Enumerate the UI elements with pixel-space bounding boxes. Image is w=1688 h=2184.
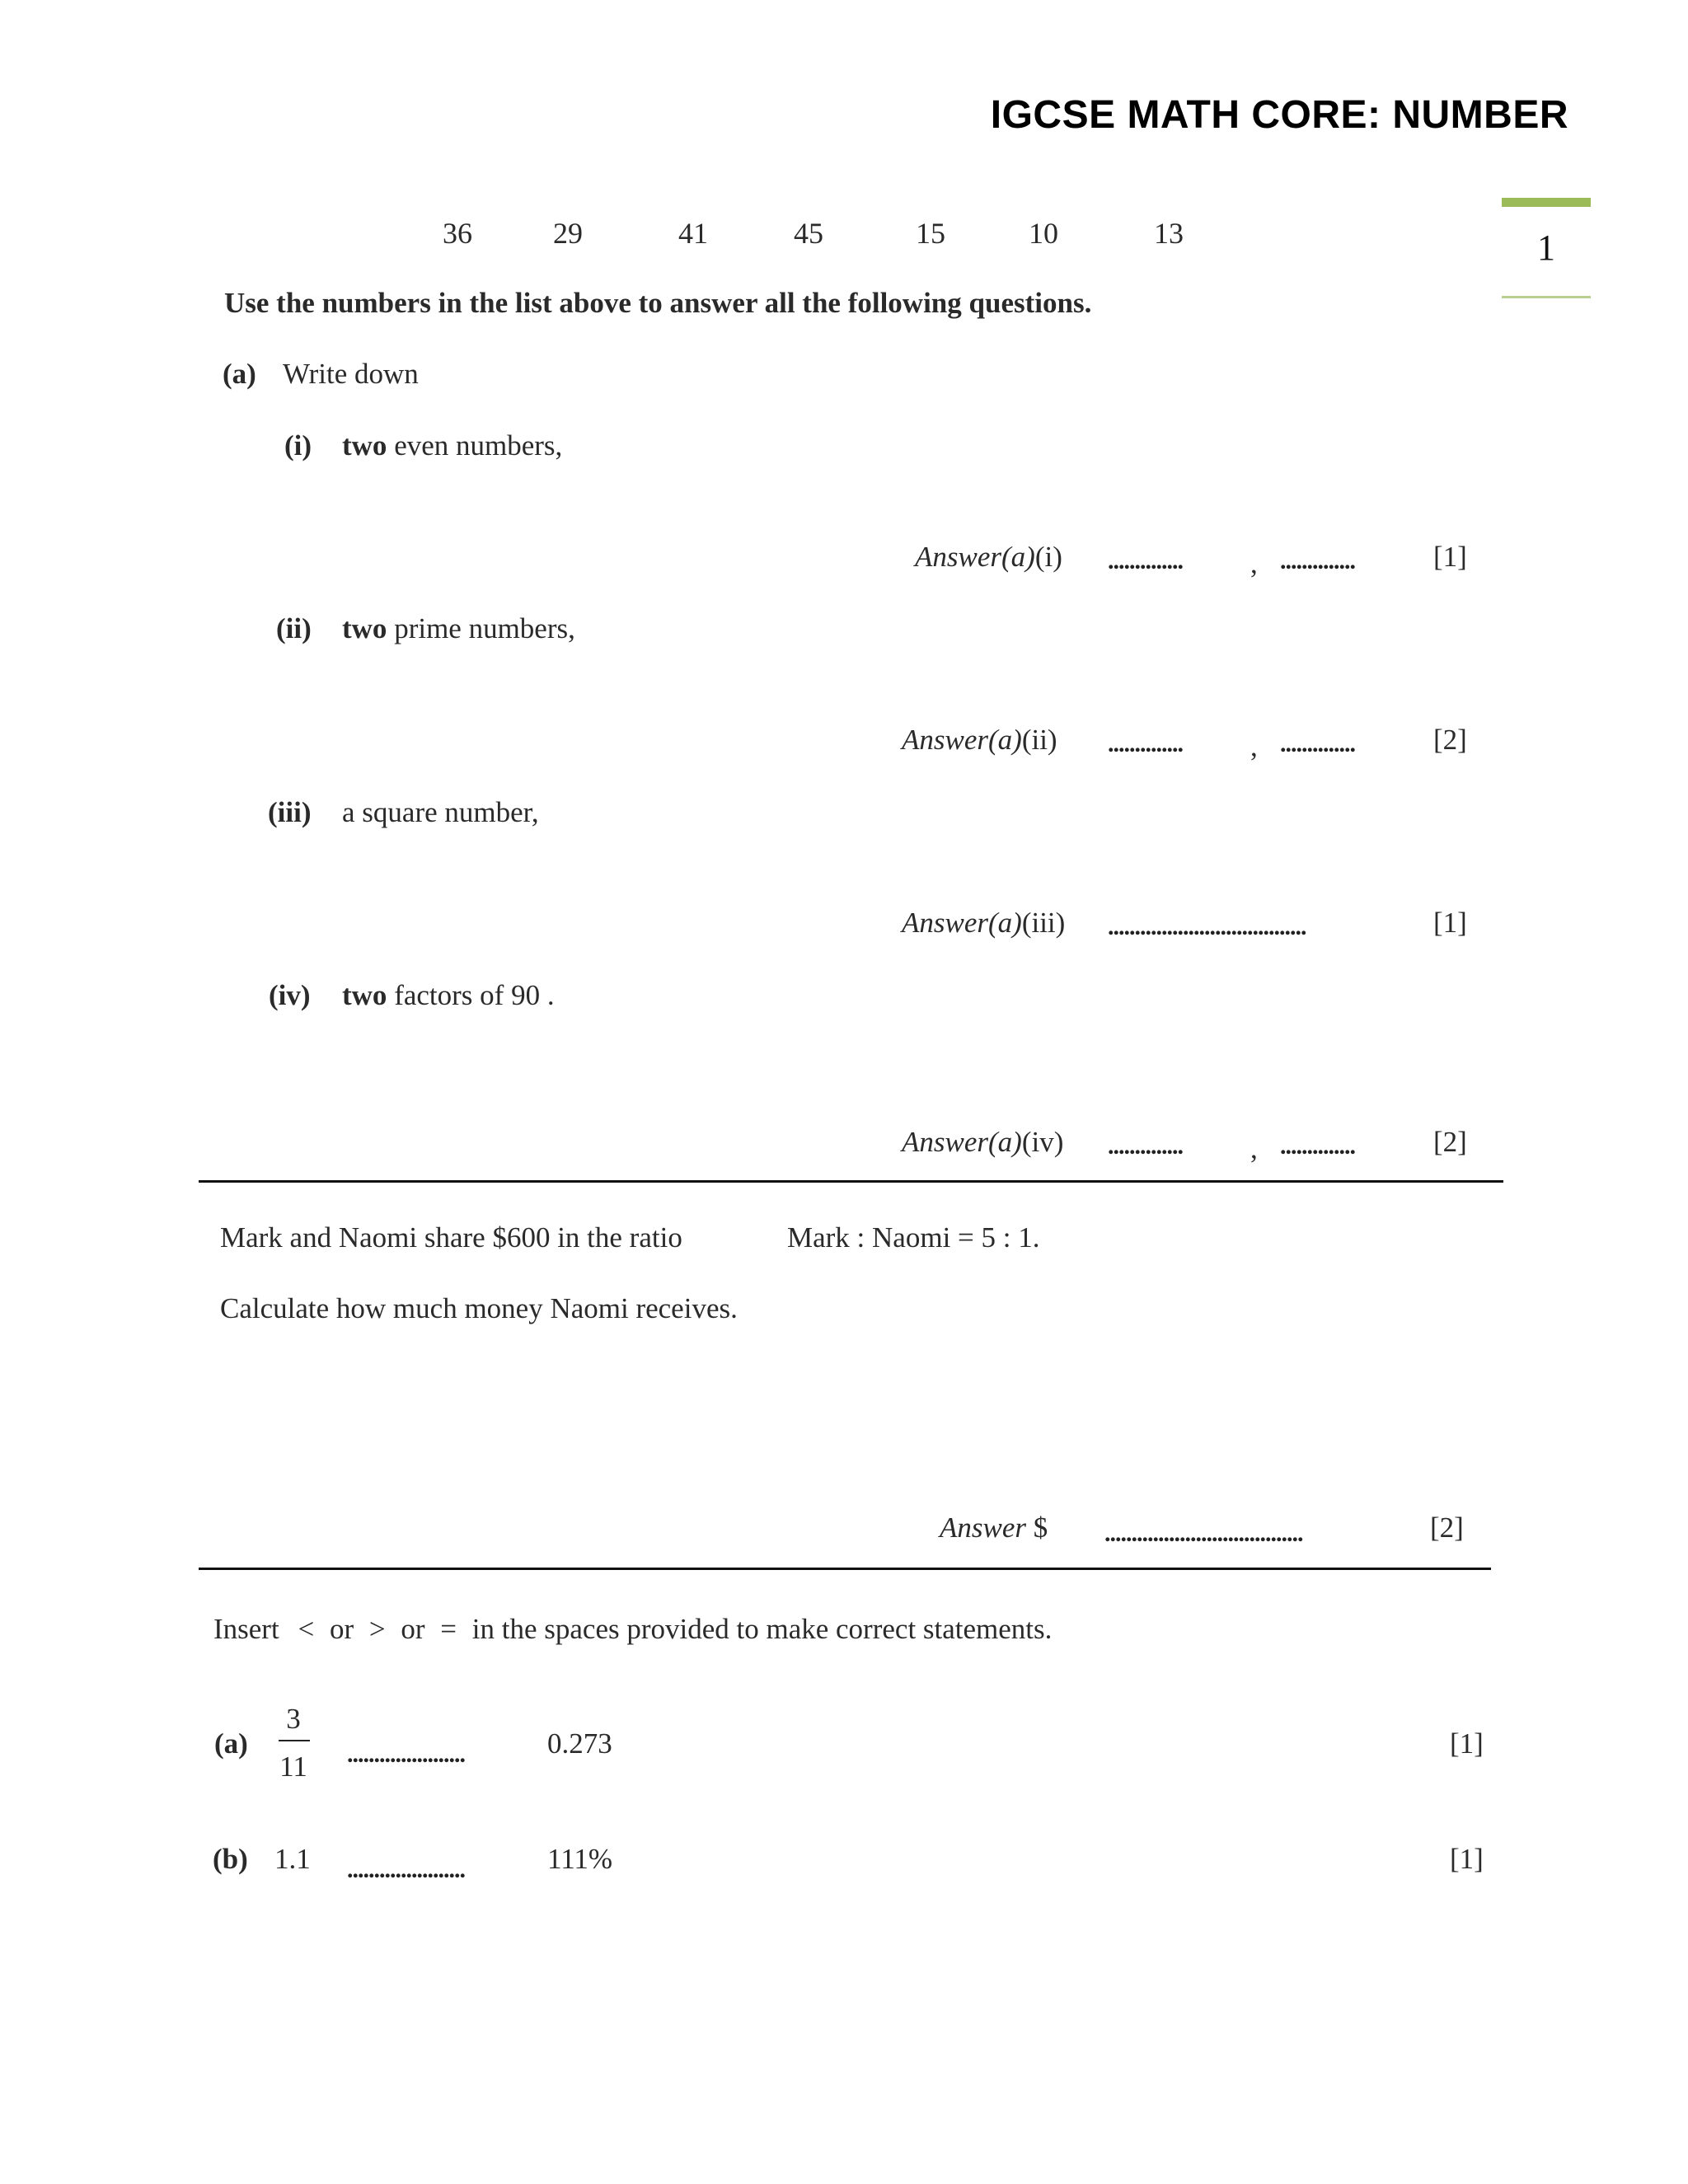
list-number: 41 bbox=[678, 217, 708, 250]
question-text: even numbers, bbox=[387, 429, 563, 462]
page-tab-accent bbox=[1502, 198, 1591, 207]
question-divider bbox=[199, 1180, 1503, 1183]
emphasis-word: two bbox=[342, 429, 387, 462]
q1-sub-iv-question bbox=[342, 979, 555, 1012]
marks-label: [1] bbox=[1433, 907, 1467, 939]
answer-comma: , bbox=[1250, 1132, 1258, 1165]
question-text: factors of 90 . bbox=[387, 979, 555, 1011]
q3-b-value: 1.1 bbox=[274, 1843, 311, 1875]
answer-blank[interactable]: .............. bbox=[1280, 730, 1355, 757]
q3-instruction: Insert < or > or = in the spaces provided to make correct statements. bbox=[213, 1613, 1053, 1645]
q1-sub-ii-answer-label: Answer(a)(ii) bbox=[902, 724, 1057, 756]
list-number: 29 bbox=[553, 217, 583, 250]
marks-label: [2] bbox=[1430, 1511, 1464, 1544]
marks-label: [1] bbox=[1433, 541, 1467, 573]
page-header-title: IGCSE MATH CORE: NUMBER bbox=[990, 93, 1568, 137]
fraction-bar bbox=[279, 1740, 310, 1741]
marks-label: [1] bbox=[1450, 1843, 1484, 1875]
answer-blank[interactable]: ..................................... bbox=[1108, 913, 1306, 940]
q3-a-label: (a) bbox=[214, 1727, 248, 1760]
q1-instruction: Use the numbers in the list above to answer all the following questions. bbox=[224, 287, 1092, 319]
emphasis-word: two bbox=[342, 612, 387, 644]
q2-line1: Mark and Naomi share $600 in the ratio bbox=[220, 1221, 682, 1254]
emphasis-word: two bbox=[342, 979, 387, 1011]
marks-label: [2] bbox=[1433, 1126, 1467, 1158]
answer-blank[interactable]: .............. bbox=[1280, 1132, 1355, 1160]
list-number: 36 bbox=[443, 217, 472, 250]
list-number: 13 bbox=[1154, 217, 1184, 250]
q2-line2: Calculate how much money Naomi receives. bbox=[220, 1292, 738, 1324]
greater-than-symbol: > bbox=[368, 1613, 386, 1645]
equals-symbol: = bbox=[440, 1613, 457, 1645]
q3-a-compare-value: 0.273 bbox=[547, 1727, 612, 1760]
q2-ratio: Mark : Naomi = 5 : 1. bbox=[787, 1221, 1040, 1254]
answer-blank[interactable]: ..................................... bbox=[1104, 1520, 1303, 1547]
q1-sub-ii-label: (ii) bbox=[276, 612, 312, 644]
answer-blank[interactable]: .............. bbox=[1108, 547, 1183, 574]
q3-b-compare-value: 111% bbox=[547, 1843, 613, 1875]
less-than-symbol: < bbox=[298, 1613, 315, 1645]
q1-sub-ii-question bbox=[342, 612, 575, 645]
q1-sub-i-label: (i) bbox=[284, 429, 312, 462]
q1-sub-iv-label: (iv) bbox=[269, 979, 311, 1011]
answer-blank[interactable]: ...................... bbox=[347, 1741, 465, 1768]
marks-label: [1] bbox=[1450, 1727, 1484, 1760]
marks-label: [2] bbox=[1433, 724, 1467, 756]
page-tab-underline bbox=[1502, 296, 1591, 298]
fraction-denominator: 11 bbox=[279, 1750, 307, 1783]
answer-blank[interactable]: .............. bbox=[1108, 730, 1183, 757]
fraction-numerator: 3 bbox=[286, 1703, 301, 1735]
q1-sub-iii-question: a square number, bbox=[342, 796, 539, 828]
q1-sub-iv-answer-label: Answer(a)(iv) bbox=[902, 1126, 1064, 1158]
q2-answer-label: Answer $ bbox=[940, 1511, 1048, 1544]
answer-blank[interactable]: .............. bbox=[1280, 547, 1355, 574]
answer-blank[interactable]: ...................... bbox=[347, 1856, 465, 1883]
list-number: 10 bbox=[1029, 217, 1058, 250]
list-number: 45 bbox=[794, 217, 823, 250]
q1-sub-iii-answer-label: Answer(a)(iii) bbox=[902, 907, 1066, 939]
question-text: prime numbers, bbox=[387, 612, 575, 644]
page-number: 1 bbox=[1537, 227, 1555, 268]
q1-sub-iii-label: (iii) bbox=[268, 796, 312, 828]
answer-comma: , bbox=[1250, 730, 1258, 762]
answer-blank[interactable]: .............. bbox=[1108, 1132, 1183, 1160]
q3-b-label: (b) bbox=[213, 1843, 248, 1875]
q1-part-a-label: (a) bbox=[223, 358, 256, 390]
question-divider bbox=[199, 1568, 1491, 1570]
q1-sub-i-answer-label: Answer(a)(i) bbox=[915, 541, 1062, 573]
q1-sub-i-question bbox=[342, 429, 562, 462]
list-number: 15 bbox=[916, 217, 945, 250]
q1-part-a-text: Write down bbox=[283, 358, 419, 390]
answer-comma: , bbox=[1250, 547, 1258, 579]
